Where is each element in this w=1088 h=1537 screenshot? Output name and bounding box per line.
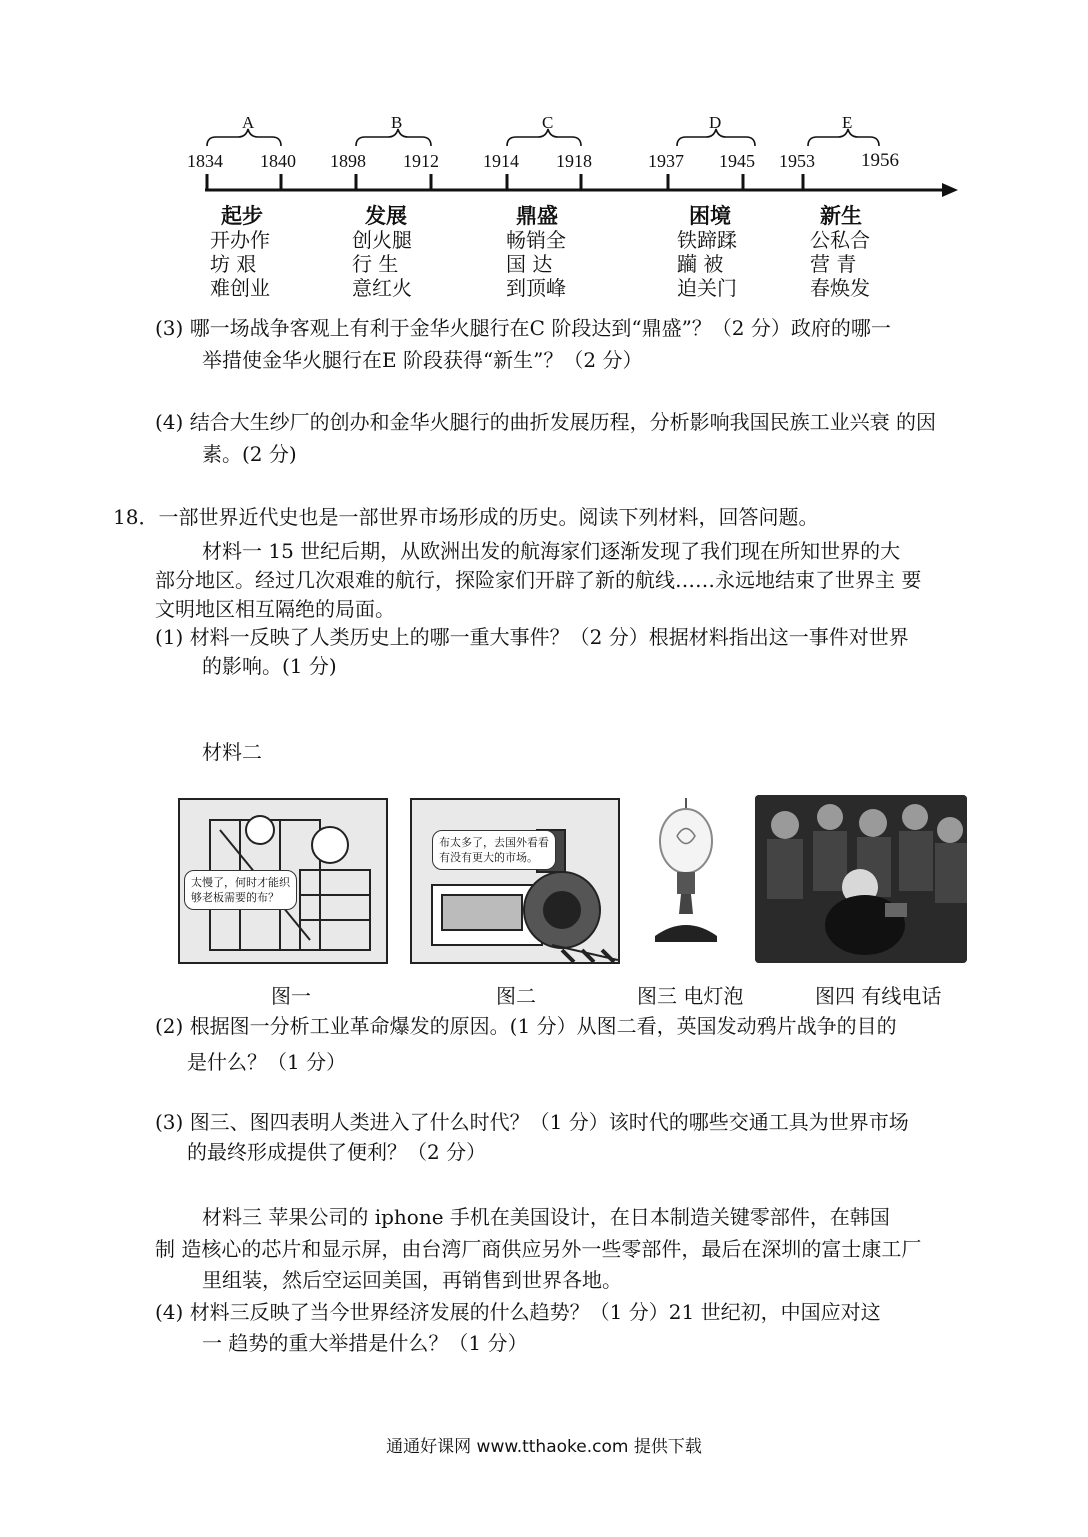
stage-b-letter: B [391,113,403,132]
year-label: 1840 [260,151,296,171]
sub-question-2-line2: 是什么？（1 分） [187,1050,347,1074]
sub-question-3-line2: 的最终形成提供了便利？（2 分） [187,1140,487,1164]
material-2-label: 材料二 [202,740,262,764]
stage-title: 起步 [221,203,263,228]
year-label: 1834 [187,151,223,171]
material-3-line3: 里组装，然后空运回美国，再销售到世界各地。 [202,1268,622,1292]
speech-bubble: 布太多了，去国外看看 有没有更大的市场。 [432,830,556,870]
stage-a-letter: A [242,113,255,132]
stage-a-desc: 开办作 坊 艰 难创业 [210,228,270,300]
stage-e-letter: E [842,113,853,132]
year-label: 1912 [403,151,439,171]
stage-a [221,200,263,230]
material-1-line1: 材料一 15 世纪后期，从欧洲出发的航海家们逐渐发现了我们现在所知世界的大 [202,539,901,563]
question-4-line1: (4) 结合大生纱厂的创办和金华火腿行的曲折发展历程，分析影响我国民族工业兴衰 的因 [155,410,937,434]
stage-b [365,200,407,230]
speech-bubble: 太慢了，何时才能织 够老板需要的布？ [184,870,297,910]
material-3-line1: 材料三 苹果公司的 iphone 手机在美国设计，在日本制造关键零部件，在韩国 [202,1205,890,1229]
figure-1-caption: 图一 [271,984,311,1008]
year-label: 1898 [330,151,366,171]
stage-b-desc: 创火腿 行 生 意红火 [352,228,412,300]
stage-title: 发展 [365,203,407,228]
figure-3-caption: 图三 电灯泡 [637,984,744,1008]
figure-3-light-bulb [637,796,735,948]
stage-e-desc: 公私合 营 青 春焕发 [810,228,870,300]
steam-locomotive-illustration [412,800,618,962]
stage-c-desc: 畅销全 国 达 到顶峰 [506,228,566,300]
material-1-line2: 部分地区。经过几次艰难的航行，探险家们开辟了新的航线……永远地结束了世界主 要 [155,568,922,592]
question-18-intro: 18．一部世界近代史也是一部世界市场形成的历史。阅读下列材料，回答问题。 [113,505,819,529]
stage-title: 新生 [820,203,862,228]
question-4-line2: 素。(2 分) [202,442,297,466]
figure-1-cartoon [178,798,388,964]
stage-c-letter: C [542,113,554,132]
material-1-line3: 文明地区相互隔绝的局面。 [155,597,395,621]
year-label: 1918 [556,151,592,171]
sub-question-3-line1: (3) 图三、图四表明人类进入了什么时代？（1 分）该时代的哪些交通工具为世界市场 [155,1110,909,1134]
stage-d-desc: 铁蹄蹂 躏 被 迫关门 [677,228,737,300]
sub-question-1-line2: 的影响。(1 分) [202,654,337,678]
sub-question-1-line1: (1) 材料一反映了人类历史上的哪一重大事件？（2 分）根据材料指出这一事件对世界 [155,625,909,649]
stage-title: 鼎盛 [516,203,558,228]
sub-question-4-line2: 一 趋势的重大举措是什么？（1 分） [202,1331,528,1355]
year-label: 1953 [779,151,815,171]
material-3-line2: 制 造核心的芯片和显示屏，由台湾厂商供应另外一些零部件，最后在深圳的富士康工厂 [155,1237,922,1261]
sub-question-2-line1: (2) 根据图一分析工业革命爆发的原因。(1 分）从图二看，英国发动鸦片战争的目的 [155,1014,897,1038]
year-label: 1914 [483,151,519,171]
stage-e [820,200,862,230]
stage-d [689,200,731,230]
question-3-line1: (3) 哪一场战争客观上有利于金华火腿行在C 阶段达到“鼎盛”？（2 分）政府的哪一 [155,316,891,340]
stage-title: 困境 [689,203,731,228]
stage-d-letter: D [709,113,722,132]
figure-4-telephone-photo [755,795,967,963]
sub-question-4-line1: (4) 材料三反映了当今世界经济发展的什么趋势？（1 分）21 世纪初，中国应对这 [155,1300,881,1324]
figure-4-caption: 图四 有线电话 [815,984,942,1008]
telephone-photo-illustration [755,795,967,963]
figure-2-cartoon [410,798,620,964]
light-bulb-icon [637,796,735,948]
stage-c [516,200,558,230]
timeline-axis [0,0,1088,200]
question-3-line2: 举措使金华火腿行在E 阶段获得“新生”？（2 分） [202,348,643,372]
footer-download-note: 通通好课网 www.tthaoke.com 提供下载 [386,1437,702,1457]
year-label: 1937 [648,151,684,171]
figure-2-caption: 图二 [496,984,536,1008]
year-label: 1945 [719,151,755,171]
year-label: 1956 [861,150,899,171]
